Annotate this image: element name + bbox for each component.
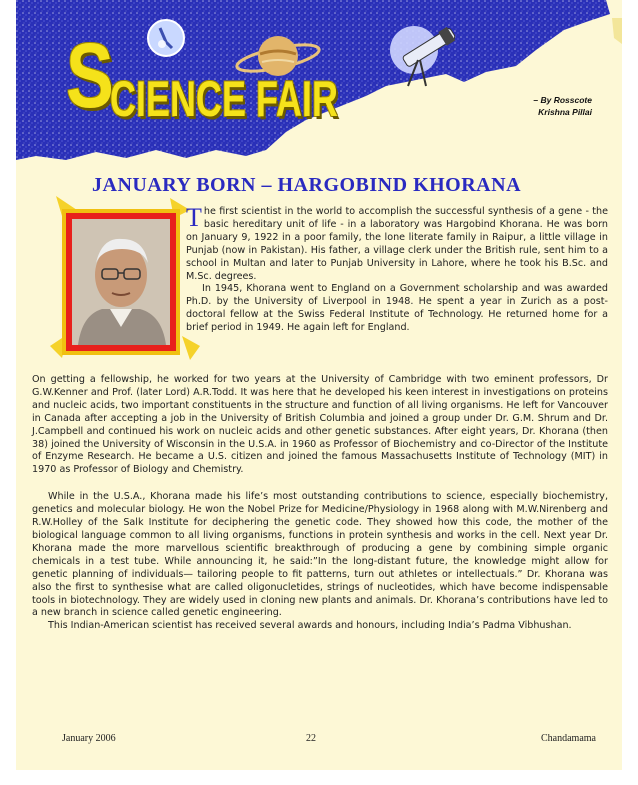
article-body-full bbox=[32, 374, 608, 633]
footer-publication: Chandamama bbox=[541, 733, 596, 744]
drop-cap: T bbox=[186, 203, 202, 232]
paragraph-2-wrap: In 1945, Khorana went to England on a Government scholarship and was awarded Ph.D. by the University of Liverpool in 1948. He spent a year in Zurich as a post-doctoral fellow at the Swiss Federal Institute of Technology. He returned home for a brief period in 1949. He again left for England. bbox=[186, 283, 608, 334]
portrait-image bbox=[72, 219, 170, 345]
page bbox=[16, 0, 622, 770]
footer-date: January 2006 bbox=[62, 733, 116, 744]
article-title: JANUARY BORN – HARGOBIND KHORANA bbox=[92, 174, 522, 196]
paragraph-2-continued: On getting a fellowship, he worked for two years at the University of Cambridge with two eminent professors, Dr G.W.Kenner and Prof. (later Lord) A.R.Todd. It was here that he developed his keen interest in investigations on proteins and nucleic acids, two important constituents in the structure and function of all living organisms. He left for Vancouver in Canada after accepting a job in the University of British Columbia and joined a group under Dr. G.M. Shrum and Dr. J.Campbell and continued his work on nucleic acids and other genetic substances. After eight years, Dr. Khorana (then 38) joined the University of Wisconsin in the U.S.A. in 1960 as Professor of Biochemistry and co-Director of the Institute of Enzyme Research. He became a U.S. citizen and joined the famous Massachusetts Institute of Technology (MIT) in 1970 as Professor of Biology and Chemistry. bbox=[32, 374, 608, 476]
portrait-frame bbox=[62, 209, 180, 355]
paragraph-4: This Indian-American scientist has received several awards and honours, including India’s Padma Vibhushan. bbox=[48, 620, 572, 632]
paragraph-3: While in the U.S.A., Khorana made his life’s most outstanding contributions to science, especially biochemistry, genetics and molecular biology. He won the Nobel Prize for Medicine/Physiology in 1968 along with M.W.Nirenberg and R.W.Holley of the Salk Institute for deciphering the genetic code. They showed how this code, the mother of the biological language common to all living organisms, functions in protein synthesis and works in the cell. Next year Dr. Khorana made the more marvellous scientific breakthrough of producing a gene by combining simple organic chemicals in a test tube. While announcing it, he said:”In the long-distant future, the knowledge might allow for genetic planning of individuals— tailoring people to fit patterns, turn out athletes or intellectuals.” Dr. Khorana was also the first to synthesise what are called oligonucletides, strings of nucleotides, which have become indispensable tools in biotechnology. They are widely used in cloning new plants and animals. Dr. Khorana’s contributions have led to a new branch in science called genetic engineering. bbox=[32, 491, 608, 619]
telescope-icon bbox=[386, 14, 466, 92]
title-initial: S bbox=[66, 25, 113, 127]
footer-page-number: 22 bbox=[306, 733, 316, 744]
title-rest: CIENCE FAIR bbox=[110, 71, 339, 127]
flask-bubble-icon bbox=[146, 18, 186, 58]
byline bbox=[533, 94, 592, 118]
article-body-wrap bbox=[186, 203, 608, 335]
byline-line-1: – By Rosscote bbox=[533, 95, 592, 105]
paragraph-1 bbox=[186, 203, 608, 283]
paragraph-1-text: he first scientist in the world to accomplish the successful synthesis of a gene - the basic hereditary unit of life - in a laboratory was Hargobind Khorana. He was born on January 9, 1922 in a poor family, the lone literate family in Raipur, a little village in Punjab (now in Pakistan). His father, a village clerk under the British rule, sent him to a school in Multan and later to Punjab University in Lahore, where he took his B.Sc. and M.Sc. degrees. bbox=[186, 206, 608, 282]
byline-line-2: Krishna Pillai bbox=[538, 107, 592, 117]
portrait-illustration bbox=[72, 219, 170, 345]
